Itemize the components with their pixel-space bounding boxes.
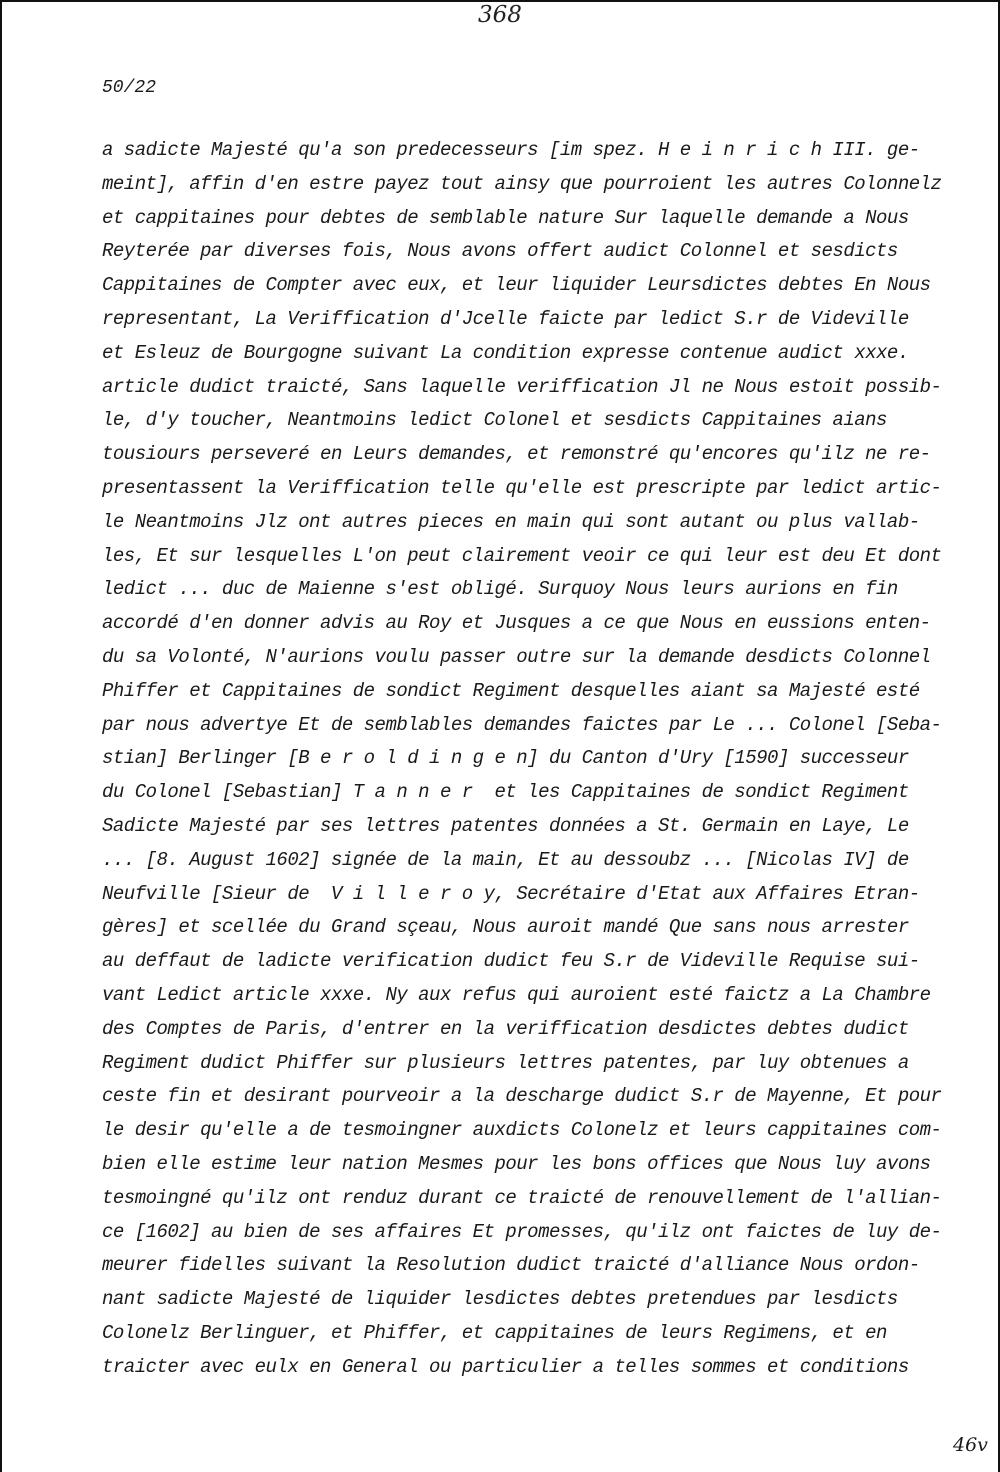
document-body [102,134,942,1384]
text-line: ... [8. August 1602] signée de la main, Et au dessoubz ... [Nicolas IV] de [102,848,909,871]
text-line: des Comptes de Paris, d'entrer en la veriffication desdictes debtes dudict [102,1017,909,1040]
handwritten-corner-note: 46v [953,1434,988,1456]
text-line: Cappitaines de Compter avec eux, et leur liquider Leursdictes debtes En Nous [102,274,931,297]
text-line: du Colonel [Sebastian] T a n n e r et les Cappitaines de sondict Regiment [102,781,909,804]
text-line: tesmoingné qu'ilz ont renduz durant ce traicté de renouvellement de l'allian- [102,1186,942,1209]
scan-border-left [0,0,2,1472]
text-line: Neufville [Sieur de V i l l e r o y, Secrétaire d'Etat aux Affaires Etran- [102,882,920,905]
text-line: ceste fin et desirant pourveoir a la descharge dudict S.r de Mayenne, Et pour [102,1085,942,1108]
text-line: gères] et scellée du Grand sçeau, Nous auroit mandé Que sans nous arrester [102,916,909,939]
text-line: et Esleuz de Bourgogne suivant La condition expresse contenue audict xxxe. [102,341,909,364]
text-line: a sadicte Majesté qu'a son predecesseurs [im spez. H e i n r i c h III. ge- [102,139,920,161]
text-line: ce [1602] au bien de ses affaires Et promesses, qu'ilz ont faictes de luy de- [102,1220,942,1243]
text-line: ledict ... duc de Maienne s'est obligé. Surquoy Nous leurs aurions en fin [102,578,898,601]
handwritten-folio-number: 368 [478,2,522,28]
text-line: et cappitaines pour debtes de semblable nature Sur laquelle demande a Nous [102,206,909,229]
text-line: meurer fidelles suivant la Resolution dudict traicté d'alliance Nous ordon- [102,1254,920,1277]
text-line: presentassent la Veriffication telle qu'elle est prescripte par ledict artic- [102,476,942,499]
text-line: tousiours perseveré en Leurs demandes, et remonstré qu'encores qu'ilz ne re- [102,443,931,466]
text-line: Phiffer et Cappitaines de sondict Regiment desquelles aiant sa Majesté esté [102,679,920,702]
text-line: par nous advertye Et de semblables demandes faictes par Le ... Colonel [Seba- [102,713,942,736]
page-number: 50/22 [102,78,157,98]
text-line: bien elle estime leur nation Mesmes pour les bons offices que Nous luy avons [102,1152,931,1175]
text-line: stian] Berlinger [B e r o l d i n g e n] du Canton d'Ury [1590] successeur [102,747,909,770]
text-line: Sadicte Majesté par ses lettres patentes données a St. Germain en Laye, Le [102,814,909,837]
text-line: vant Ledict article xxxe. Ny aux refus qui auroient esté faictz a La Chambre [102,983,931,1006]
text-line: nant sadicte Majesté de liquider lesdictes debtes pretendues par lesdicts [102,1288,898,1311]
text-line: meint], affin d'en estre payez tout ainsy que pourroient les autres Colonnelz [102,172,942,195]
text-line: le, d'y toucher, Neantmoins ledict Colonel et sesdicts Cappitaines aians [102,409,887,432]
text-line: les, Et sur lesquelles L'on peut clairement veoir ce qui leur est deu Et dont [102,544,942,567]
text-line: Reyterée par diverses fois, Nous avons offert audict Colonnel et sesdicts [102,240,898,263]
text-line: representant, La Veriffication d'Jcelle faicte par ledict S.r de Videville [102,307,909,330]
text-line: le Neantmoins Jlz ont autres pieces en main qui sont autant ou plus vallab- [102,510,920,533]
text-line: article dudict traicté, Sans laquelle veriffication Jl ne Nous estoit possib- [102,375,942,398]
text-line: Colonelz Berlinguer, et Phiffer, et cappitaines de leurs Regimens, et en [102,1321,887,1344]
text-line: Regiment dudict Phiffer sur plusieurs lettres patentes, par luy obtenues a [102,1051,909,1074]
text-line: du sa Volonté, N'aurions voulu passer outre sur la demande desdicts Colonnel [102,645,931,668]
text-line: au deffaut de ladicte verification dudict feu S.r de Videville Requise sui- [102,950,920,973]
text-line: accordé d'en donner advis au Roy et Jusques a ce que Nous en eussions enten- [102,612,931,635]
text-line: traicter avec eulx en General ou particulier a telles sommes et conditions [102,1355,909,1378]
text-line: le desir qu'elle a de tesmoingner auxdicts Colonelz et leurs cappitaines com- [102,1119,942,1142]
